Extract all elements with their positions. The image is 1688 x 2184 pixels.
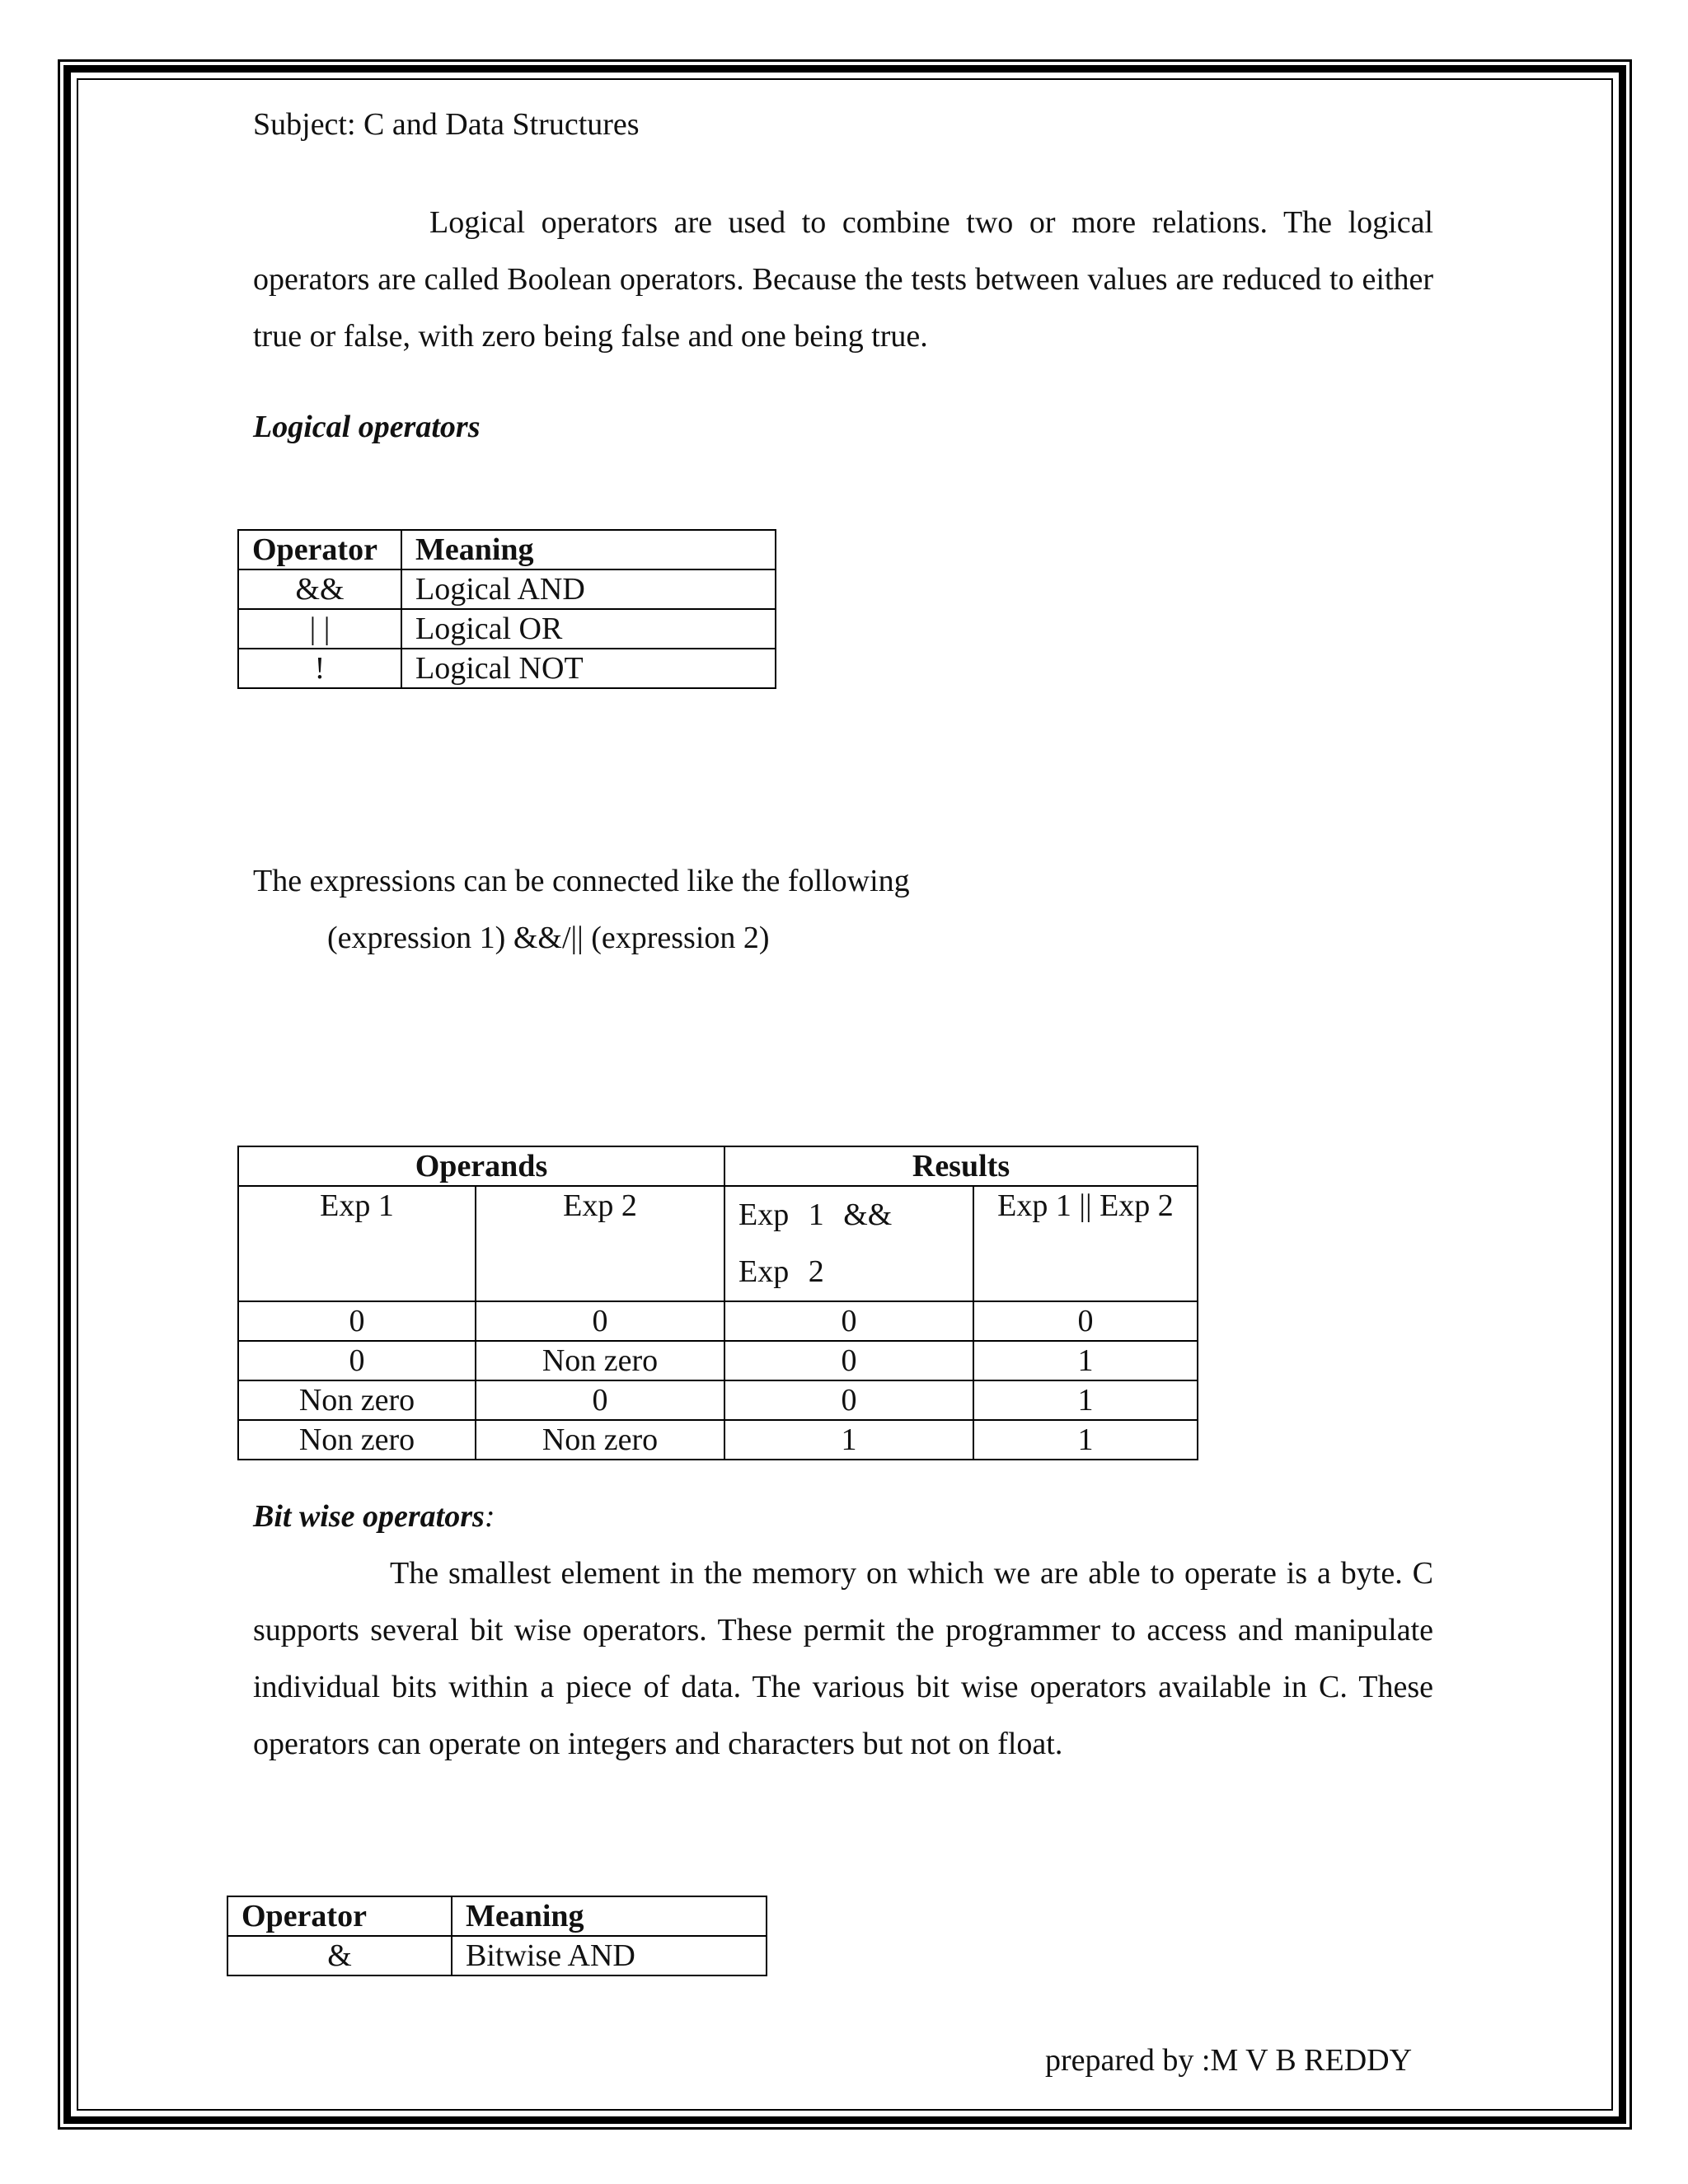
table-header-and-result: Exp 1 && Exp 2 xyxy=(724,1186,973,1301)
footer-prepared-by: prepared by :M V B REDDY xyxy=(1045,2043,1413,2078)
table-row xyxy=(238,649,776,688)
intro-paragraph xyxy=(253,194,1433,365)
table-row xyxy=(238,609,776,649)
table-cell: Non zero xyxy=(476,1341,724,1380)
table-header-operands: Operands xyxy=(238,1146,724,1186)
intro-paragraph-text: Logical operators are used to combine two or more relations. The logical operators are called Boolean operators. Because the tests between values are reduced to either true or false, with zero being false and one being true. xyxy=(253,205,1433,354)
subject-line: Subject: C and Data Structures xyxy=(253,107,640,142)
table-cell-meaning: Bitwise AND xyxy=(452,1936,767,1975)
table-row xyxy=(238,1380,1198,1420)
table-cell-operator: ! xyxy=(238,649,401,688)
table-sub-header-row xyxy=(238,1186,1198,1301)
table-cell: 0 xyxy=(724,1380,973,1420)
table-header-exp2: Exp 2 xyxy=(476,1186,724,1301)
table-cell: 0 xyxy=(238,1301,476,1341)
table-row xyxy=(238,569,776,609)
table-header-row xyxy=(238,530,776,569)
table-header-operator: Operator xyxy=(227,1896,452,1936)
table-cell: 0 xyxy=(238,1341,476,1380)
table-header-operator: Operator xyxy=(238,530,401,569)
table-cell: 0 xyxy=(724,1301,973,1341)
bitwise-paragraph-text: The smallest element in the memory on which we are able to operate is a byte. C supports several bit wise operators. These permit the programmer to access and manipulate individual bits within a piece of data. The various bit wise operators available in C. These operators can operate on integers and characters but not on float. xyxy=(253,1556,1433,1761)
bitwise-heading-text: Bit wise operators xyxy=(253,1499,485,1534)
expressions-text: The expressions can be connected like the following xyxy=(253,864,910,898)
bitwise-operators-table xyxy=(227,1896,767,1976)
table-cell: Non zero xyxy=(238,1380,476,1420)
table-cell: 0 xyxy=(724,1341,973,1380)
bitwise-heading-colon: : xyxy=(484,1499,495,1534)
table-header-or-result: Exp 1 || Exp 2 xyxy=(973,1186,1198,1301)
table-cell: 1 xyxy=(973,1420,1198,1460)
table-cell-meaning: Logical OR xyxy=(401,609,776,649)
truth-table xyxy=(237,1146,1198,1460)
table-header-row xyxy=(227,1896,767,1936)
table-cell-operator: && xyxy=(238,569,401,609)
table-row xyxy=(238,1341,1198,1380)
table-cell-operator: & xyxy=(227,1936,452,1975)
table-cell: 1 xyxy=(724,1420,973,1460)
table-row xyxy=(238,1301,1198,1341)
table-cell: 0 xyxy=(973,1301,1198,1341)
table-header-results: Results xyxy=(724,1146,1198,1186)
logical-operators-heading: Logical operators xyxy=(253,410,481,444)
table-cell-meaning: Logical AND xyxy=(401,569,776,609)
table-cell: 1 xyxy=(973,1380,1198,1420)
table-cell: 1 xyxy=(973,1341,1198,1380)
table-header-meaning: Meaning xyxy=(401,530,776,569)
table-header-meaning: Meaning xyxy=(452,1896,767,1936)
table-cell: Non zero xyxy=(476,1420,724,1460)
table-group-header-row xyxy=(238,1146,1198,1186)
table-cell: 0 xyxy=(476,1380,724,1420)
table-cell-meaning: Logical NOT xyxy=(401,649,776,688)
expression-example: (expression 1) &&/|| (expression 2) xyxy=(327,921,770,955)
table-cell: Non zero xyxy=(238,1420,476,1460)
bitwise-operators-heading xyxy=(253,1488,495,1545)
table-row xyxy=(238,1420,1198,1460)
bitwise-paragraph xyxy=(253,1545,1433,1773)
table-cell-operator: | | xyxy=(238,609,401,649)
logical-operators-table xyxy=(237,529,776,689)
table-row xyxy=(227,1936,767,1975)
table-header-exp1: Exp 1 xyxy=(238,1186,476,1301)
table-cell: 0 xyxy=(476,1301,724,1341)
page-border-inner xyxy=(77,78,1613,2111)
